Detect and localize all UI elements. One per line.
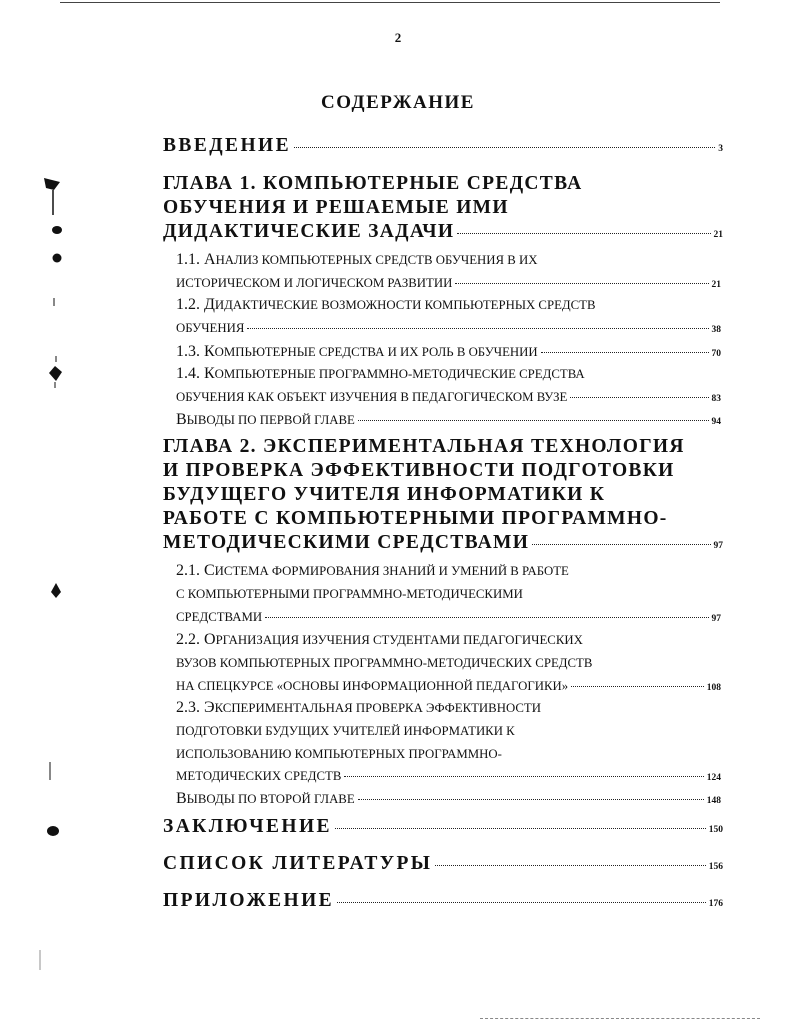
page-number: 2 <box>394 30 402 45</box>
chapter-title-line: ГЛАВА 2. ЭКСПЕРИМЕНТАЛЬНАЯ ТЕХНОЛОГИЯ <box>163 436 685 457</box>
chapter-title-line: МЕТОДИЧЕСКИМИ СРЕДСТВАМИ <box>163 532 530 553</box>
page-ref: 21 <box>711 280 721 290</box>
page-ref: 38 <box>711 325 721 335</box>
section-text: ПОДГОТОВКИ БУДУЩИХ УЧИТЕЛЕЙ ИНФОРМАТИКИ К <box>176 724 515 738</box>
section-line <box>176 742 502 766</box>
toc-entry-bibliography[interactable] <box>163 852 723 876</box>
section-last-line <box>176 316 721 340</box>
section-line <box>176 628 583 652</box>
page-ref: 176 <box>708 899 723 909</box>
dot-leader <box>571 686 704 687</box>
dot-leader <box>358 799 704 800</box>
section-text: ЫВОДЫ ПО ПЕРВОЙ ГЛАВЕ <box>186 413 355 427</box>
section-line <box>176 651 592 675</box>
dot-leader <box>532 544 710 545</box>
page-ref: 3 <box>718 144 723 154</box>
section-text: КСПЕРИМЕНТАЛЬНАЯ ПРОВЕРКА ЭФФЕКТИВНОСТИ <box>214 701 541 715</box>
section-number: 1.1. <box>176 251 200 268</box>
section-initial: К <box>204 343 215 360</box>
page-ref: 70 <box>711 349 721 359</box>
page-ref: 97 <box>711 614 721 624</box>
page-ref: 108 <box>706 683 721 693</box>
section-text: ОБУЧЕНИЯ КАК ОБЪЕКТ ИЗУЧЕНИЯ В ПЕДАГОГИЧЕСКОМ ВУЗЕ <box>176 390 568 404</box>
entry-title: ПРИЛОЖЕНИЕ <box>163 890 335 911</box>
section-initial: А <box>204 251 216 268</box>
section-line <box>176 696 541 720</box>
section-number: 2.1. <box>176 562 200 579</box>
dot-leader <box>541 352 709 353</box>
section-number: 1.4. <box>176 365 200 382</box>
chapter-title-line: ГЛАВА 1. КОМПЬЮТЕРНЫЕ СРЕДСТВА <box>163 173 583 194</box>
section-text: ИСТЕМА ФОРМИРОВАНИЯ ЗНАНИЙ И УМЕНИЙ В РАБОТЕ <box>214 564 569 578</box>
section-line <box>176 559 569 583</box>
section-text: С КОМПЬЮТЕРНЫМИ ПРОГРАММНО-МЕТОДИЧЕСКИМИ <box>176 587 523 601</box>
section-last-line <box>176 787 721 811</box>
section-number: 2.2. <box>176 631 200 648</box>
section-line <box>176 293 596 317</box>
section-text: СРЕДСТВАМИ <box>176 610 263 624</box>
chapter-title-line: И ПРОВЕРКА ЭФФЕКТИВНОСТИ ПОДГОТОВКИ <box>163 460 675 481</box>
section-initial: В <box>176 411 187 428</box>
chapter-title-last-line <box>163 531 723 555</box>
section-number: 2.3. <box>176 699 200 716</box>
section-initial: К <box>204 365 215 382</box>
dot-leader <box>455 283 708 284</box>
section-initial: С <box>204 562 215 579</box>
page-ref: 148 <box>706 796 721 806</box>
page-ref: 94 <box>711 417 721 427</box>
section-text: МЕТОДИЧЕСКИХ СРЕДСТВ <box>176 769 342 783</box>
toc-heading: СОДЕРЖАНИЕ <box>321 92 475 113</box>
section-last-line <box>176 764 721 788</box>
dot-leader <box>358 420 709 421</box>
toc-entry-appendix[interactable] <box>163 889 723 913</box>
section-text: ИСТОРИЧЕСКОМ И ЛОГИЧЕСКОМ РАЗВИТИИ <box>176 276 453 290</box>
section-last-line <box>176 340 721 364</box>
page-ref: 150 <box>708 825 723 835</box>
page-ref: 97 <box>713 541 723 551</box>
section-last-line <box>176 271 721 295</box>
section-text: РГАНИЗАЦИЯ ИЗУЧЕНИЯ СТУДЕНТАМИ ПЕДАГОГИЧЕСКИХ <box>215 633 583 647</box>
section-last-line <box>176 674 721 698</box>
dot-leader <box>435 865 705 866</box>
dot-leader <box>337 902 706 903</box>
section-initial: Э <box>204 699 215 716</box>
section-initial: Д <box>204 296 215 313</box>
section-line <box>176 582 523 606</box>
page-ref: 124 <box>706 773 721 783</box>
dot-leader <box>294 147 715 148</box>
section-initial: В <box>176 790 187 807</box>
entry-title: ВВЕДЕНИЕ <box>163 135 291 156</box>
chapter-title-line: ОБУЧЕНИЯ И РЕШАЕМЫЕ ИМИ <box>163 197 509 218</box>
dot-leader <box>265 617 708 618</box>
section-text: НАЛИЗ КОМПЬЮТЕРНЫХ СРЕДСТВ ОБУЧЕНИЯ В ИХ <box>215 253 538 267</box>
chapter-title-last-line <box>163 220 723 244</box>
section-text: ИСПОЛЬЗОВАНИЮ КОМПЬЮТЕРНЫХ ПРОГРАММНО- <box>176 747 502 761</box>
section-line <box>176 719 515 743</box>
dot-leader <box>457 233 710 234</box>
section-last-line <box>176 385 721 409</box>
section-last-line <box>176 408 721 432</box>
page-ref: 83 <box>711 394 721 404</box>
section-last-line <box>176 605 721 629</box>
dot-leader <box>247 328 708 329</box>
chapter-title-line: БУДУЩЕГО УЧИТЕЛЯ ИНФОРМАТИКИ К <box>163 484 606 505</box>
dot-leader <box>344 776 703 777</box>
entry-title: ЗАКЛЮЧЕНИЕ <box>163 816 332 837</box>
section-text: НА СПЕЦКУРСЕ «ОСНОВЫ ИНФОРМАЦИОННОЙ ПЕДАГОГИКИ» <box>176 679 569 693</box>
section-line <box>176 362 585 386</box>
dot-leader <box>335 828 706 829</box>
entry-title: СПИСОК ЛИТЕРАТУРЫ <box>163 853 433 874</box>
page-ref: 156 <box>708 862 723 872</box>
section-number: 1.2. <box>176 296 200 313</box>
page-ref: 21 <box>713 230 723 240</box>
section-text: ЫВОДЫ ПО ВТОРОЙ ГЛАВЕ <box>186 792 355 806</box>
toc-entry-introduction[interactable] <box>163 134 723 158</box>
section-text: ОМПЬЮТЕРНЫЕ ПРОГРАММНО-МЕТОДИЧЕСКИЕ СРЕДСТВА <box>214 367 585 381</box>
chapter-title-line: ДИДАКТИЧЕСКИЕ ЗАДАЧИ <box>163 221 455 242</box>
section-text: ВУЗОВ КОМПЬЮТЕРНЫХ ПРОГРАММНО-МЕТОДИЧЕСКИХ СРЕДСТВ <box>176 656 593 670</box>
toc-entry-conclusion[interactable] <box>163 815 723 839</box>
section-number: 1.3. <box>176 343 200 360</box>
section-initial: О <box>204 631 216 648</box>
chapter-title-line: РАБОТЕ С КОМПЬЮТЕРНЫМИ ПРОГРАММНО- <box>163 508 668 529</box>
section-line <box>176 248 537 272</box>
section-text: ИДАКТИЧЕСКИЕ ВОЗМОЖНОСТИ КОМПЬЮТЕРНЫХ СРЕДСТВ <box>214 298 596 312</box>
section-text: ОБУЧЕНИЯ <box>176 321 245 335</box>
dot-leader <box>570 397 708 398</box>
section-text: ОМПЬЮТЕРНЫЕ СРЕДСТВА И ИХ РОЛЬ В ОБУЧЕНИИ <box>214 345 538 359</box>
